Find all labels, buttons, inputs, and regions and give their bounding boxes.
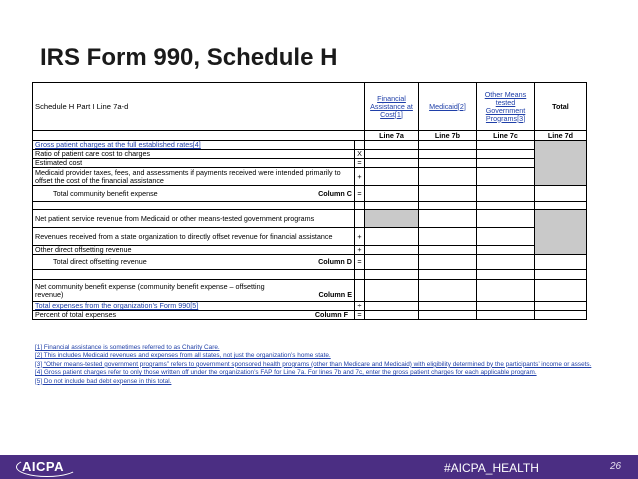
cell-7c — [477, 210, 535, 228]
cell-7a — [365, 150, 419, 159]
cell-7b — [419, 159, 477, 168]
row-label-total-benefit: Total community benefit expense — [53, 188, 158, 198]
cell-7b — [419, 255, 477, 270]
row-op-equals: = — [355, 311, 365, 320]
cell-7d — [535, 255, 587, 270]
row-label-other-offset: Other direct offsetting revenue — [33, 246, 355, 255]
cell-7b — [419, 210, 477, 228]
row-label-state-revenue: Revenues received from a state organization to directly offset revenue for financial assistance — [33, 228, 355, 246]
row-label-estimated-cost: Estimated cost — [33, 159, 355, 168]
column-ref-c: Column C — [318, 188, 352, 198]
cell-7d-shaded — [535, 210, 587, 255]
cell-7c — [477, 311, 535, 320]
footnote-3[interactable]: [3] “Other means-tested government programs” refers to government sponsored health programs (other than Medicare and Medicaid) with eligibility determined by the participants’ income or assets. — [35, 360, 592, 368]
row-total-benefit — [33, 186, 355, 202]
slide-footer — [0, 455, 638, 479]
table-row — [33, 280, 587, 302]
column-header-total: Total — [535, 83, 587, 131]
cell-7d — [535, 280, 587, 302]
cell-7b — [419, 280, 477, 302]
table-row — [33, 168, 587, 186]
table-row — [33, 246, 587, 255]
cell-7a — [365, 311, 419, 320]
line-7c: Line 7c — [477, 131, 535, 141]
footnote-4[interactable]: [4] Gross patient charges refer to only those written off under the organization’s FAP for Line 7a. For lines 7b and 7c, enter the gross patient charges for each applicable program. — [35, 369, 537, 377]
row-op-divide: ÷ — [355, 302, 365, 311]
spacer-cell — [419, 202, 477, 210]
cell-7d — [535, 311, 587, 320]
cell-7d — [535, 186, 587, 202]
spacer-cell — [535, 202, 587, 210]
spacer-cell — [33, 270, 355, 280]
cell-7b — [419, 150, 477, 159]
cell-7c — [477, 280, 535, 302]
cell-7b — [419, 246, 477, 255]
table-spacer-row — [33, 270, 587, 280]
row-op-equals: = — [355, 186, 365, 202]
cell-7a — [365, 168, 419, 186]
cell-7b — [419, 302, 477, 311]
spacer-cell — [477, 270, 535, 280]
cell-7a — [365, 141, 419, 150]
row-op — [355, 210, 365, 228]
line-7d: Line 7d — [535, 131, 587, 141]
line-7b: Line 7b — [419, 131, 477, 141]
row-label-provider-taxes: Medicaid provider taxes, fees, and assessments if payments received were intended primarily to offset the cost of the financial assistance — [33, 168, 355, 186]
cell-7c — [477, 159, 535, 168]
slide-title: IRS Form 990, Schedule H — [40, 44, 338, 71]
column-header-medicaid[interactable]: Medicaid[2] — [419, 83, 477, 131]
table-row — [33, 228, 587, 246]
table-spacer-row — [33, 202, 587, 210]
cell-7a-shaded — [365, 210, 419, 228]
table-row — [33, 210, 587, 228]
cell-7b — [419, 228, 477, 246]
cell-7a — [365, 186, 419, 202]
cell-7a — [365, 302, 419, 311]
hashtag: #AICPA_HEALTH — [444, 461, 539, 475]
row-percent — [33, 311, 355, 320]
column-ref-e: Column E — [318, 289, 352, 299]
header-label: Schedule H Part I Line 7a-d — [33, 83, 365, 131]
column-ref-d: Column D — [318, 257, 352, 266]
cell-7b — [419, 311, 477, 320]
row-total-offset — [33, 255, 355, 270]
spacer-cell — [419, 270, 477, 280]
row-op — [355, 141, 365, 150]
cell-7a — [365, 228, 419, 246]
line-number-row — [33, 131, 587, 141]
row-op-plus: + — [355, 168, 365, 186]
table-row — [33, 186, 587, 202]
cell-7c — [477, 228, 535, 246]
row-label-total-offset: Total direct offsetting revenue — [53, 257, 147, 266]
line-number-spacer — [33, 131, 365, 141]
cell-7d — [535, 302, 587, 311]
table-row — [33, 302, 587, 311]
spacer-cell — [535, 270, 587, 280]
spacer-cell — [33, 202, 355, 210]
footnote-1[interactable]: [1] Financial assistance is sometimes referred to as Charity Care. — [35, 344, 220, 351]
cell-7c — [477, 255, 535, 270]
logo-swoosh-icon — [16, 457, 78, 477]
table-row — [33, 159, 587, 168]
row-op — [355, 280, 365, 302]
table-header-row — [33, 83, 587, 131]
table-row — [33, 311, 587, 320]
cell-7d-shaded — [535, 141, 587, 186]
cell-7b — [419, 186, 477, 202]
logo-text: AICPA — [22, 459, 64, 474]
row-label-gross-charges[interactable]: Gross patient charges at the full established rates[4] — [33, 141, 355, 150]
cell-7a — [365, 280, 419, 302]
spacer-cell — [365, 270, 419, 280]
table-row — [33, 255, 587, 270]
cell-7b — [419, 168, 477, 186]
cell-7c — [477, 246, 535, 255]
cell-7c — [477, 141, 535, 150]
row-op-multiply: X — [355, 150, 365, 159]
table-row — [33, 150, 587, 159]
cell-7c — [477, 186, 535, 202]
row-label-net-benefit: Net community benefit expense (community benefit expense – offsetting revenue) — [35, 281, 265, 299]
footnote-5[interactable]: [5] Do not include bad debt expense in this total. — [35, 377, 172, 385]
footnote-2[interactable]: [2] This includes Medicaid revenues and expenses from all states, not just the organization’s home state. — [35, 352, 331, 360]
row-op-equals: = — [355, 255, 365, 270]
row-op-plus: + — [355, 246, 365, 255]
spacer-cell — [365, 202, 419, 210]
cell-7c — [477, 168, 535, 186]
line-7a: Line 7a — [365, 131, 419, 141]
footnotes — [35, 344, 595, 386]
column-ref-f: Column F — [314, 310, 348, 319]
cell-7b — [419, 141, 477, 150]
cell-7a — [365, 246, 419, 255]
aicpa-logo — [22, 459, 64, 475]
column-header-other-means-tested[interactable]: Other Means tested Government Programs[3] — [477, 83, 535, 131]
page-number: 26 — [610, 461, 622, 472]
spacer-cell — [477, 202, 535, 210]
spacer-cell — [355, 270, 365, 280]
row-label-net-revenue: Net patient service revenue from Medicaid or other means-tested government programs — [33, 210, 355, 228]
cell-7a — [365, 255, 419, 270]
row-net-benefit — [33, 280, 355, 302]
row-label-ratio: Ratio of patient care cost to charges — [33, 150, 355, 159]
row-label-total-expenses[interactable]: Total expenses from the organization’s Form 990[5] — [33, 302, 355, 311]
schedule-h-table — [32, 82, 587, 320]
row-label-percent: Percent of total expenses — [35, 310, 117, 319]
row-op-equals: = — [355, 159, 365, 168]
cell-7c — [477, 150, 535, 159]
spacer-cell — [355, 202, 365, 210]
cell-7a — [365, 159, 419, 168]
row-op-plus: + — [355, 228, 365, 246]
column-header-financial-assistance[interactable]: Financial Assistance at Cost[1] — [365, 83, 419, 131]
cell-7c — [477, 302, 535, 311]
table-row — [33, 141, 587, 150]
